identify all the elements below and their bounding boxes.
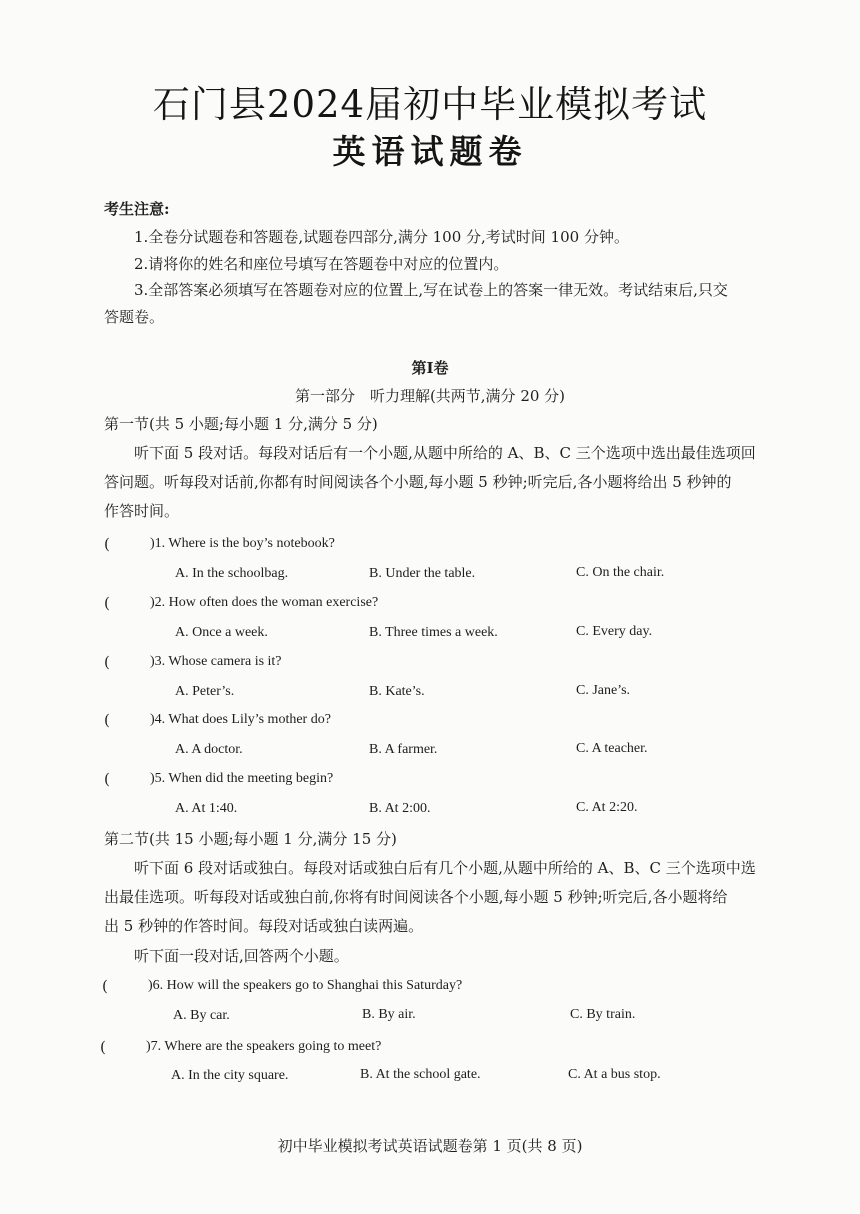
answer-blank-paren: ( <box>104 653 110 671</box>
option-a: A. Once a week. <box>175 625 268 640</box>
option-c: C. At 2:20. <box>576 800 638 815</box>
option-a: A. At 1:40. <box>175 801 238 816</box>
question-text: )7. Where are the speakers going to meet? <box>146 1039 382 1054</box>
option-c: C. At a bus stop. <box>568 1067 661 1082</box>
option-b: B. Kate’s. <box>369 684 425 699</box>
answer-blank-paren: ( <box>100 1038 106 1056</box>
notice-item: 1.全卷分试题卷和答题卷,试题卷四部分,满分 100 分,考试时间 100 分钟。 <box>134 228 629 246</box>
section-heading: 第一节(共 5 小题;每小题 1 分,满分 5 分) <box>104 415 378 433</box>
notice-heading: 考生注意: <box>104 200 170 218</box>
option-a: A. Peter’s. <box>175 684 235 699</box>
option-a: A. By car. <box>173 1008 230 1023</box>
answer-blank-paren: ( <box>104 535 110 553</box>
section-instruction: 出 5 秒钟的作答时间。每段对话或独白读两遍。 <box>104 917 424 935</box>
exam-title: 石门县2024届初中毕业模拟考试 <box>152 83 708 126</box>
page-footer: 初中毕业模拟考试英语试题卷第 1 页(共 8 页) <box>277 1137 583 1155</box>
question-text: )6. How will the speakers go to Shanghai this Saturday? <box>148 978 463 993</box>
section-instruction: 作答时间。 <box>104 502 180 520</box>
option-b: B. Under the table. <box>369 566 476 581</box>
question-text: )2. How often does the woman exercise? <box>150 595 379 610</box>
option-c: C. Every day. <box>576 624 653 639</box>
option-b: B. At the school gate. <box>360 1067 481 1082</box>
exam-subtitle: 英语试题卷 <box>332 132 528 171</box>
option-a: A. A doctor. <box>175 742 243 757</box>
option-c: C. Jane’s. <box>576 683 631 698</box>
option-c: C. A teacher. <box>576 741 648 756</box>
section-heading: 第二节(共 15 小题;每小题 1 分,满分 15 分) <box>104 830 397 848</box>
part-heading: 第一部分 听力理解(共两节,满分 20 分) <box>294 387 566 405</box>
section-instruction: 听下面 6 段对话或独白。每段对话或独白后有几个小题,从题中所给的 A、B、C 三个选项中选 <box>134 859 756 877</box>
sub-instruction: 听下面一段对话,回答两个小题。 <box>134 947 349 965</box>
question-text: )4. What does Lily’s mother do? <box>150 712 331 727</box>
option-b: B. By air. <box>362 1007 416 1022</box>
option-a: A. In the city square. <box>171 1068 289 1083</box>
notice-item: 答题卷。 <box>104 308 165 326</box>
section-instruction: 听下面 5 段对话。每段对话后有一个小题,从题中所给的 A、B、C 三个选项中选出最佳选项回 <box>134 444 756 462</box>
answer-blank-paren: ( <box>102 977 108 995</box>
notice-item: 3.全部答案必须填写在答题卷对应的位置上,写在试卷上的答案一律无效。考试结束后,只交 <box>134 281 728 299</box>
answer-blank-paren: ( <box>104 770 110 788</box>
answer-blank-paren: ( <box>104 711 110 729</box>
option-b: B. At 2:00. <box>369 801 431 816</box>
option-a: A. In the schoolbag. <box>175 566 289 581</box>
section-instruction: 出最佳选项。听每段对话或独白前,你将有时间阅读各个小题,每小题 5 秒钟;听完后,各小题将给 <box>104 888 728 906</box>
option-c: C. On the chair. <box>576 565 665 580</box>
notice-item: 2.请将你的姓名和座位号填写在答题卷中对应的位置内。 <box>134 255 509 273</box>
question-text: )5. When did the meeting begin? <box>150 771 334 786</box>
option-b: B. A farmer. <box>369 742 438 757</box>
answer-blank-paren: ( <box>104 594 110 612</box>
question-text: )3. Whose camera is it? <box>150 654 282 669</box>
option-c: C. By train. <box>570 1007 636 1022</box>
section-instruction: 答问题。听每段对话前,你都有时间阅读各个小题,每小题 5 秒钟;听完后,各小题将给出 5 秒钟的 <box>104 473 732 491</box>
option-b: B. Three times a week. <box>369 625 498 640</box>
question-text: )1. Where is the boy’s notebook? <box>150 536 335 551</box>
volume-heading: 第Ⅰ卷 <box>411 359 449 377</box>
